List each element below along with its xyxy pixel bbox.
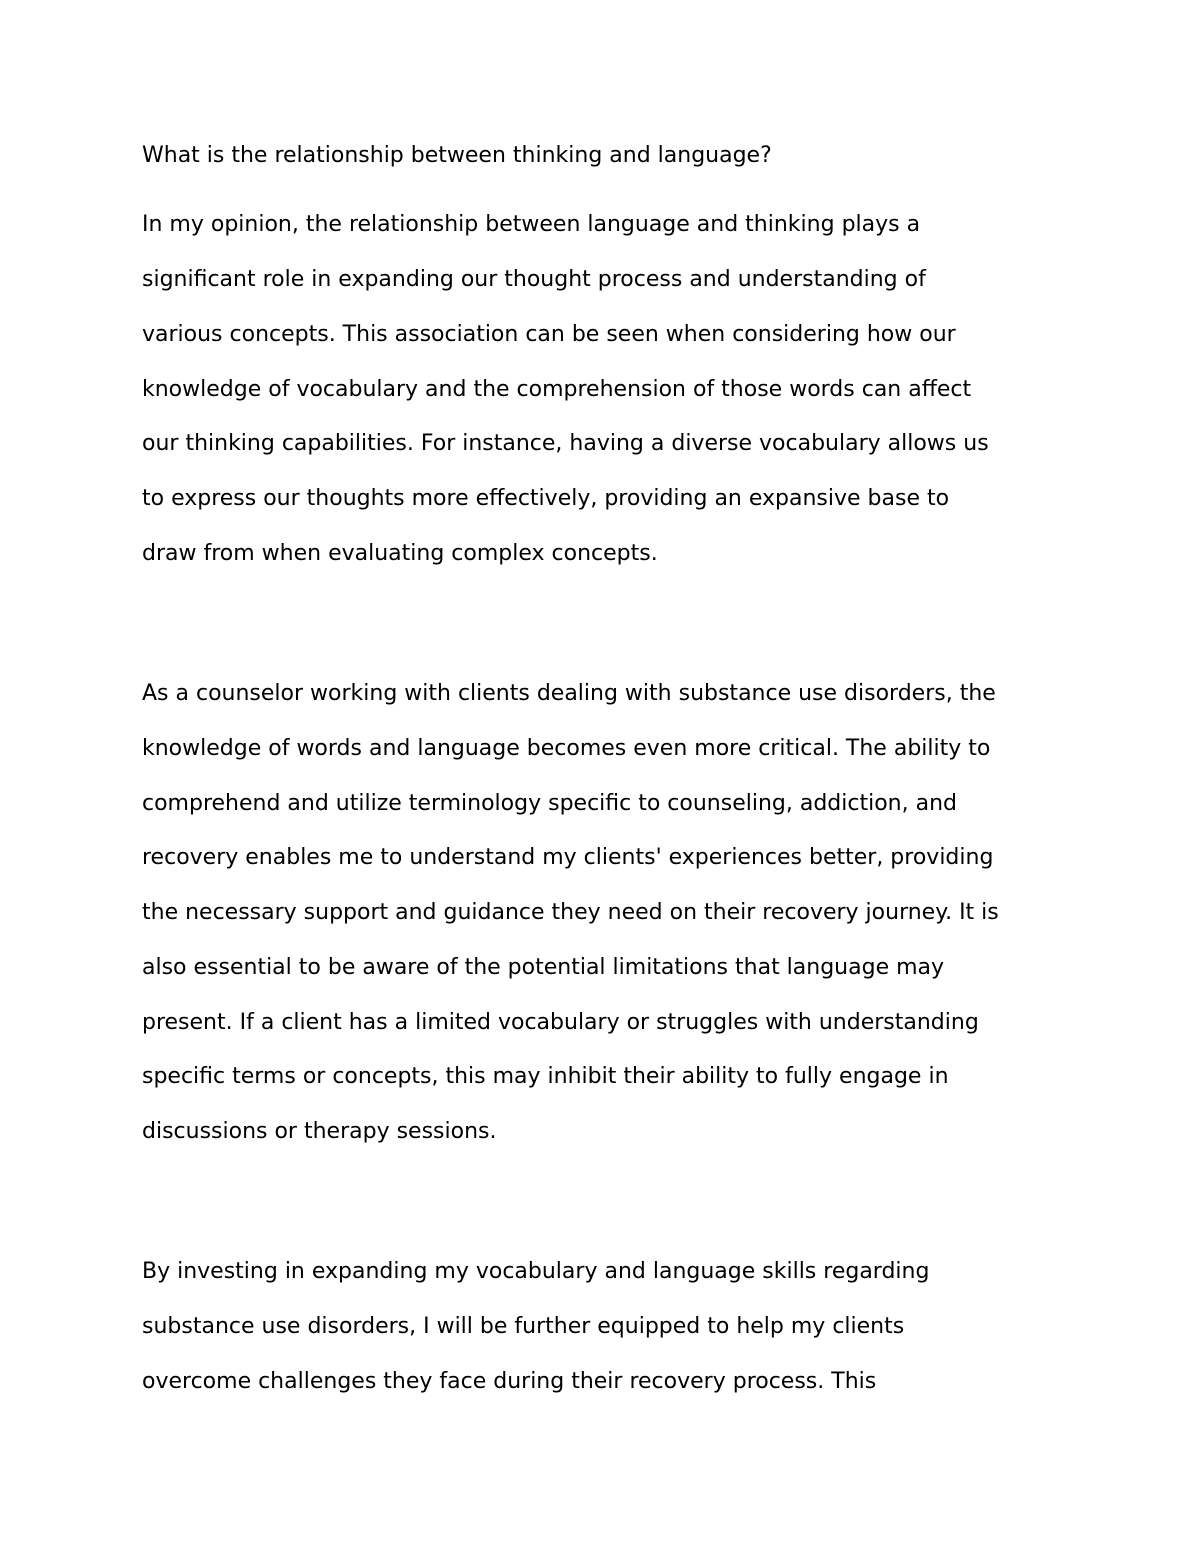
- paragraph-3-line-2: substance use disorders, I will be further equipped to help my clients: [142, 1314, 905, 1339]
- paragraph-2-line-3: comprehend and utilize terminology specific to counseling, addiction, and: [142, 791, 957, 816]
- paragraph-2-line-9: discussions or therapy sessions.: [142, 1119, 497, 1144]
- paragraph-2-line-7: present. If a client has a limited vocabulary or struggles with understanding: [142, 1010, 979, 1035]
- paragraph-2-line-6: also essential to be aware of the potential limitations that language may: [142, 955, 945, 980]
- paragraph-2-line-5: the necessary support and guidance they need on their recovery journey. It is: [142, 900, 999, 925]
- paragraph-3-line-3: overcome challenges they face during their recovery process. This: [142, 1369, 877, 1394]
- paragraph-2-line-4: recovery enables me to understand my clients' experiences better, providing: [142, 845, 994, 870]
- paragraph-1-line-2: significant role in expanding our thought process and understanding of: [142, 267, 926, 292]
- paragraph-2-line-2: knowledge of words and language becomes even more critical. The ability to: [142, 736, 991, 761]
- question-heading: What is the relationship between thinking and language?: [142, 143, 772, 168]
- paragraph-1-line-7: draw from when evaluating complex concepts.: [142, 541, 658, 566]
- paragraph-1-line-3: various concepts. This association can be seen when considering how our: [142, 322, 956, 347]
- paragraph-1-line-5: our thinking capabilities. For instance, having a diverse vocabulary allows us: [142, 431, 989, 456]
- paragraph-1-line-4: knowledge of vocabulary and the comprehension of those words can affect: [142, 377, 972, 402]
- paragraph-1-line-6: to express our thoughts more effectively, providing an expansive base to: [142, 486, 950, 511]
- paragraph-1-line-1: In my opinion, the relationship between language and thinking plays a: [142, 212, 921, 237]
- paragraph-3-line-1: By investing in expanding my vocabulary and language skills regarding: [142, 1259, 930, 1284]
- paragraph-2-line-8: specific terms or concepts, this may inhibit their ability to fully engage in: [142, 1064, 949, 1089]
- paragraph-2-line-1: As a counselor working with clients dealing with substance use disorders, the: [142, 681, 996, 706]
